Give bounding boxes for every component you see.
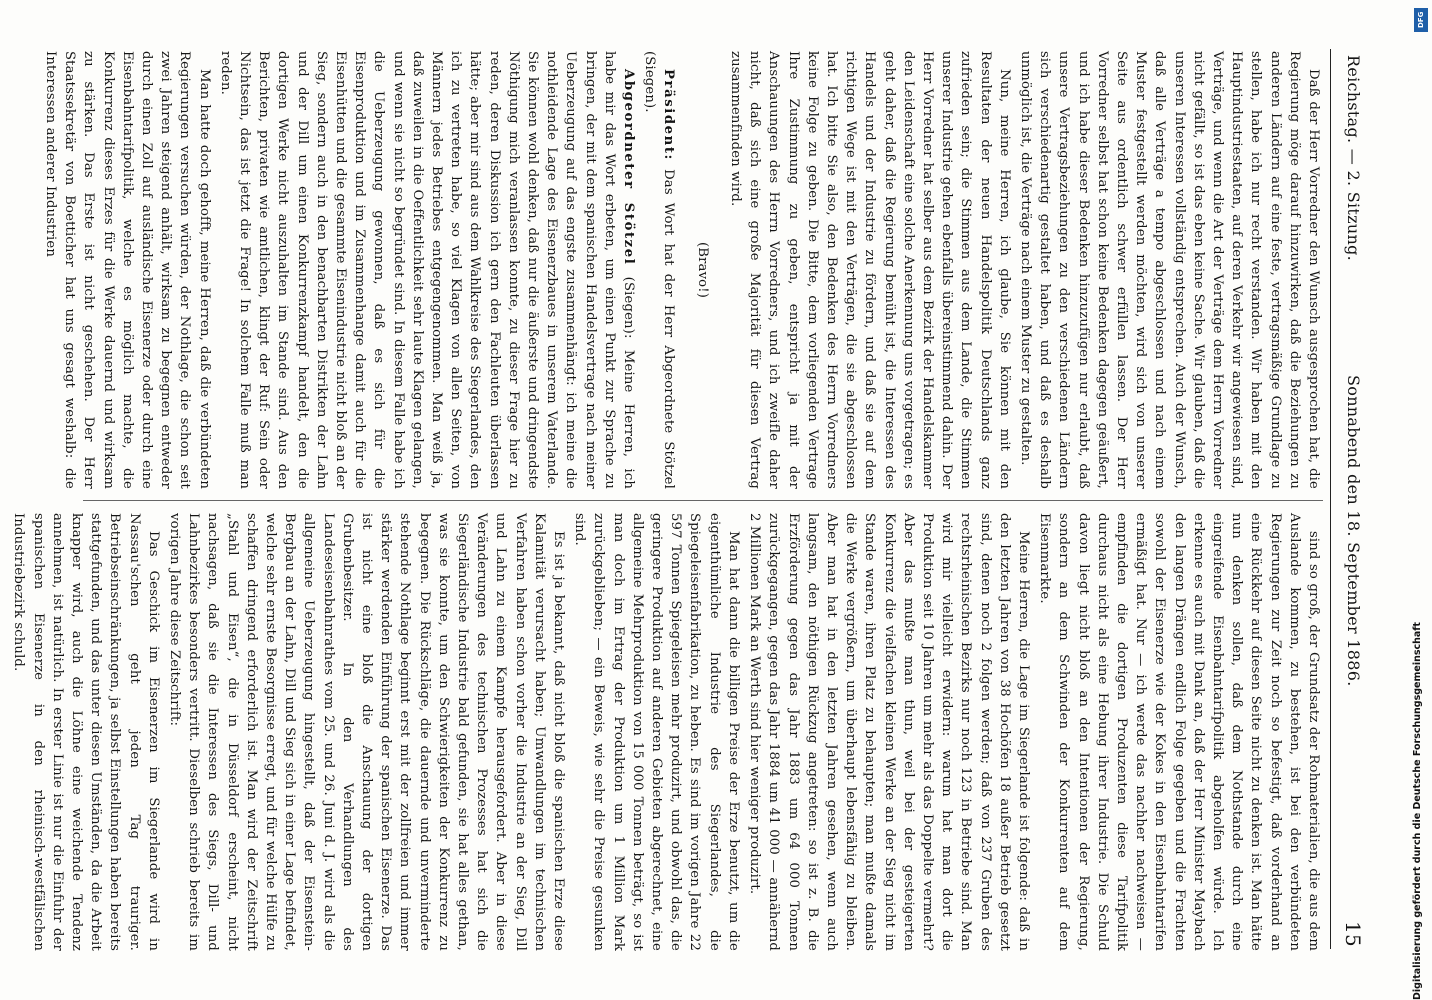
speaker-name: Präsident:	[661, 69, 677, 162]
speech-paragraph	[640, 51, 678, 489]
header-left: Reichstag. — 2. Sitzung.	[1344, 55, 1363, 262]
paragraph: Meine Herren, die Lage im Siegerlande ist folgende: daß in den letzten Jahren von 38 Hochöfen 18 außer Betrieb gesetzt sind, denen noch 2 folgen werden; daß von 237 Gruben des rechtsrheinischen Bezirks nur noch 123 in Betriebe sind. Man wird mir vielleicht erwidern: warum hat man dort die Produktion seit 10 Jahren um mehr als das Doppelte vermehrt? Aber das mußte man thun, weil bei der gesteigerten Konkurrenz die vielfachen kleinen Werke an der Sieg nicht im Stande waren, ihren Platz zu behaupten; man mußte damals die Werke vergrößern, um überhaupt lebensfähig zu bleiben. Aber man hat in den letzten Jahren gesehen, wenn auch langsam, den nöthigen Rückzug angetreten: so ist z. B. die Erzförderung gegen das Jahr 1883 um 64 000 Tonnen zurückgegangen, gegen das Jahr 1884 um 41 000 — annähernd 2 Millionen Mark an Werth sind hier weniger produzirt.	[747, 513, 1031, 951]
interjection: (Bravo!)	[694, 241, 710, 299]
newspaper-sheet	[11, 35, 1371, 965]
paragraph: Man hat dann die billigen Preise der Erze benutzt, um die eigenthümliche Industrie des Siegerlandes, die Spiegeleisenfabrikation, zu heben. Es sind im vorigen Jahre 22 597 Tonnen Spiegeleisen mehr produzirt, und obwohl das, die geringere Produktion auf anderen Gebieten abgerechnet, eine allgemeine Mehrproduktion von 15 000 Tonnen beträgt, so ist man doch im Ertrag der Produktion um 1 Million Mark zurückgeblieben; — ein Beweis, wie sehr die Preise gesunken sind.	[572, 513, 741, 951]
paragraph: Das Geschick im Eisenerzen im Siegerlande wird in Nassau'schen geht jeden Tag trauriger. Betriebseinschränkungen, ja selbst Einstellungen haben bereits stattgefunden, und das unter diesen Umständen, da die Arbeit knapper wird, auch die Löhne eine weichende Tendenz annehmen, ist natürlich. In erster Linie ist nur die Einfuhr der spanischen Eisenerze in den rheinisch-westfälischen Industriebezirk schuld.	[11, 513, 161, 951]
page-header	[1331, 35, 1371, 965]
speech-text: Das Wort hat der Herr Abgeordnete Stötzel (Siegen).	[642, 51, 677, 490]
watermark-text: Digitalisierung gefördert durch die Deutsche Forschungsgemeinschaft	[1412, 622, 1423, 1000]
column-divider	[83, 500, 1323, 501]
header-date: Sonnabend den 18. September 1886.	[1344, 375, 1363, 687]
text-column-right	[11, 513, 1323, 951]
paragraph: Man hatte doch gehofft, meine Herren, daß die verbündeten Regierungen versuchen würden, der Nothlage, die schon seit zwei Jahren steigend anhält, wirksam zu begegnen entweder durch einen Zoll auf ausländische Eisenerze oder durch eine Eisenbahntarifpolitik, welche es möglich machte, die Konkurrenz dieses Erzes für die Werke dauernd und wirksam zu stärken. Das Erste ist nicht geschehen. Der Herr Staatssekretär von Boetticher hat uns gesagt weshalb: die Interessen anderer Industrien	[43, 51, 212, 489]
digitization-watermark	[1412, 40, 1430, 1000]
paragraph: Es ist ja bekannt, daß nicht bloß die spanischen Erze diese Kalamität verursacht haben; Umwandlungen im technischen Verfahren haben schon vorher die Industrie an der Sieg, Dill und Lahn zu einem Kampfe herausgefordert. Aber in diese Veränderungen des technischen Prozesses hat sich die Siegerländische Industrie bald gefunden, sie hat alles gethan, was sie konnte, um den Schwierigkeiten der Konkurrenz zu begegnen. Die Rückschläge, die dauernde und unverminderte stehende Nothlage beginnt erst mit der zollfreien und immer stärker werdenden Einführung der spanischen Eisenerze. Das ist nicht eine bloß die Anschauung der dortigen Grubenbesitzer. In den Verhandlungen des Landeseisenbahnrathes vom 25. und 26. Juni d. J. wird als die allgemeine Ueberzeugung hingestellt, daß der Eisenstein-Bergbau an der Lahn, Dill und Sieg sich in einer Lage befindet, welche sehr ernste Besorgnisse erregt, und für welche Hülfe zu schaffen dringend erforderlich ist. Man wird der Zeitschrift „Stahl und Eisen“, die in Düsseldorf erscheint, nicht nachsagen, daß sie die Interessen des Siegs, Dill- und Lahnbezirkes besonders vertritt. Dieselben schrieb bereits im vorigen Jahre diese Zeitschrift:	[167, 513, 567, 951]
text-column-left	[43, 51, 1323, 490]
page-number: 15	[1341, 920, 1365, 947]
speech-text: (Siegen): Meine Herren, ich habe mir das Wort erbeten, um einen Punkt zur Sprache zu bringen, der mit dem spanischen Handelsvertrage nach meiner Ueberzeugung auf das engste zusammenhängt: ich meine die nothleidende Lage des Eisenerzbaues in unserem Vaterlande. Sie können wohl denken, daß nur die äußerste und dringendste Nöthigung mich veranlassen konnte, zu dieser Frage hier zu reden, deren Diskussion ich gern den Fachleuten überlassen hätte; aber mir sind aus dem Wahlkreise des Siegerlandes, den ich zu vertreten habe, so viel Klagen von allen Seiten, von Männern jedes Betriebes entgegengenommen. Man weiß ja, daß zuweilen in die Oeffentlichkeit sehr laute Klagen gelangen, und wenn sie nicht so begründet sind. In diesem Falle habe ich die Ueberzeugung gewonnen, daß es sich für die Eisenproduktion und im Zusammenhange damit auch für die Eisenhütten und die gesammte Eisenindustrie nicht bloß an der Sieg, sondern auch in den benachbarten Distrikten der Lahn und der Dill um einen Konkurrenzkampf handelt, den die dortigen Werke nicht auszuhalten im Stande sind. Aus den Berichten, privaten wie amtlichen, klingt der Ruf: Sein oder Nichtsein, das ist jetzt die Frage! In solchem Falle muß man reden.	[217, 51, 637, 489]
speaker-name: Abgeordneter Stötzel	[621, 69, 637, 266]
speech-paragraph	[216, 51, 638, 489]
dfg-logo: DFG	[1414, 8, 1428, 32]
paragraph: Nun, meine Herren, ich glaube, Sie können mit den Resultaten der neuen Handelspolitik Deutschlands ganz zufrieden sein; die Stimmen aus dem Lande, die Stimmen unserer Industrie gehen ebenfalls übereinstimmend dahin. Der Herr Vorredner hat selber aus dem Bezirk der Handelskammer den Leidenschaft eine solche Anerkennung uns vorgetragen; es geht daher, daß die Regierung bemüht ist, die Interessen des Handels und der Industrie zu fördern, und daß sie auf dem richtigen Wege ist mit den Verträgen, die sie abgeschlossen hat. Ich bitte Sie also, den Bedenken des Herrn Vorredners keine Folge zu geben. Die Bitte, dem vorliegenden Vertrage Ihre Zustimmung zu geben, entspricht ja mit der Anschauungen des Herrn Vorredners, und ich zweifle daher nicht, daß sich eine große Majorität für diesen Vertrag zusammenfinden wird.	[727, 51, 1012, 489]
paragraph: Daß der Herr Vorredner den Wunsch ausgesprochen hat, die Regierung möge darauf hinzuwirken, daß die Beziehungen zu anderen Ländern auf eine feste, vertragsmäßige Grundlage zu stellen, habe ich nur recht verstanden. Wir haben mit den Hauptindustriestaaten, auf deren Verkehr wir angewiesen sind, Verträge, und wenn die Art der Verträge dem Herrn Vorredner nicht gefällt, so ist das eben keine Sache. Wir glauben, daß die unseren Interessen vollständig entsprechen. Auch der Wunsch, daß alle Verträge a tempo abgeschlossen und nach einem Muster festgestellt werden möchten, wird sich von unserer Seite aus ordentlich schwer erfüllen lassen. Der Herr Vorredner selbst hat schon keine Bedenken dagegen geäußert, und ich habe dieser Bedenken hinzuzufügen nur erlaubt, daß unsere Vertragsbeziehungen zu den verschiedenen Ländern sich verschiedenartig gestaltet haben, und daß es deshalb unmöglich ist, die Verträge nach einem Muster zu gestalten.	[1017, 51, 1321, 489]
paragraph: sind so groß, der Grundsatz der Rohmaterialien, die aus dem Auslande kommen, zu bestehen, ist bei den verbündeten Regierungen zur Zeit noch so befestigt, daß vorderhand an eine Rückkehr auf diesen Seite nicht zu denken ist. Man hätte nun denken sollen, daß dem Nothstande durch eine eingreifende Eisenbahntarifpolitik abgeholfen würde. Ich erkenne es auch mit Dank an, daß der Herr Minister Maybach den langen Drängen endlich Folge gegeben und die Frachten sowohl der Eisenerze wie der Kokes in den Eisenbahntarifen ermäßigt hat. Nur — ich werde das nachher nachweisen — empfinden die dortigen Produzenten diese Tarifpolitik durchaus nicht als eine Hebung ihrer Industrie. Die Schuld davon liegt nicht bloß an den Intentionen der Regierung, sondern an dem Schwinden der Konkurrenten auf dem Eisenmarkte.	[1037, 513, 1321, 951]
header-rule	[1330, 49, 1331, 949]
